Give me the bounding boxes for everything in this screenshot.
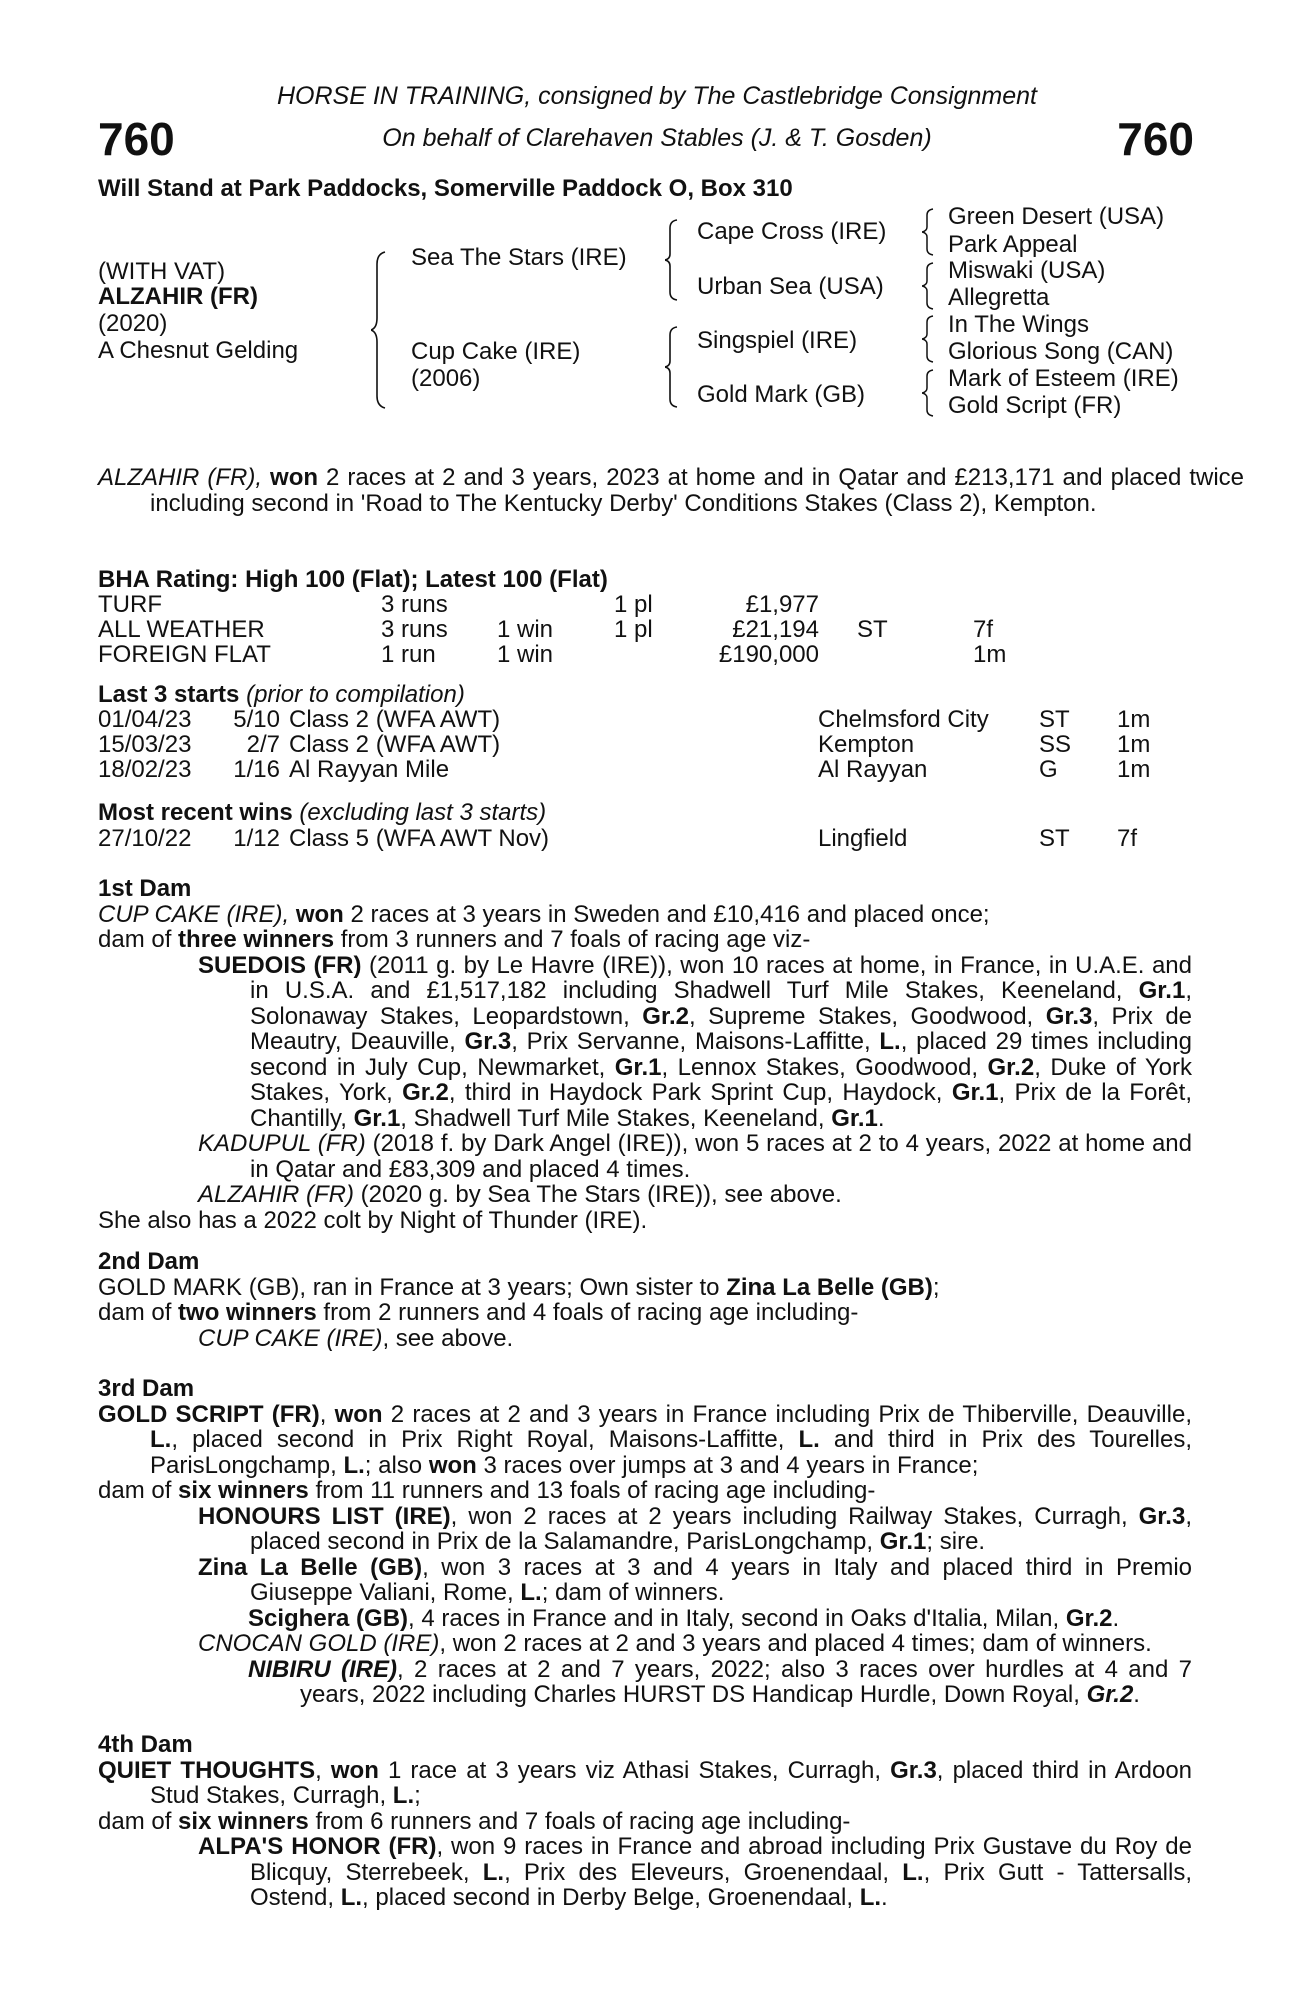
dam: Cup Cake (IRE): [411, 338, 581, 365]
date: 27/10/22: [98, 825, 192, 852]
sire-dam-dam: Allegretta: [948, 284, 1050, 311]
last-starts-note: (prior to compilation): [246, 681, 465, 708]
last-starts-title: Last 3 starts: [98, 681, 240, 708]
horse-year: (2020): [98, 310, 168, 337]
third-dam-produce-line: dam of six winners from 11 runners and 13 foals of racing age including-: [98, 1477, 876, 1504]
third-dam-title: 3rd Dam: [98, 1375, 195, 1402]
date: 15/03/23: [98, 731, 192, 758]
brace-ds: [922, 314, 936, 364]
lot-number-right: 760: [1117, 113, 1194, 165]
second-dam-line: GOLD MARK (GB), ran in France at 3 years; Own sister to Zina La Belle (GB);: [98, 1273, 940, 1301]
placed: 1 pl: [614, 616, 653, 643]
progeny-zina-la-belle: Zina La Belle (GB), won 3 races at 3 and 4 years in Italy and placed third in Premio Giuseppe Valiani, Rome, L.; dam of winners.: [198, 1553, 1192, 1606]
distance: 1m: [1117, 756, 1151, 783]
runs: 1 run: [381, 641, 436, 668]
produce-prefix: dam of: [98, 926, 179, 953]
recent-wins-title: Most recent wins: [98, 799, 293, 826]
summary-won: won: [270, 464, 319, 491]
second-dam-title: 2nd Dam: [98, 1248, 200, 1275]
progeny-alpas-honor: ALPA'S HONOR (FR), won 9 races in France and abroad including Prix Gustave du Roy de Blicquy, Sterrebeek, L., Prix des Eleveurs, Groenendaal, L., Prix Gutt - Tattersalls, Ostend, L., placed second in Derby Belge, Groenendaal, L..: [198, 1833, 1192, 1911]
dam-name: CUP CAKE (IRE),: [98, 900, 290, 928]
sire-dam-sire: Miswaki (USA): [948, 257, 1106, 284]
going: G: [1039, 756, 1058, 783]
sire-sire-sire: Green Desert (USA): [948, 203, 1165, 230]
progeny-cnocan-gold: CNOCAN GOLD (IRE), won 2 races at 2 and 3 years and placed 4 times; dam of winners.: [198, 1630, 1152, 1657]
distance: 1m: [973, 641, 1007, 668]
vat-note: (WITH VAT): [98, 258, 226, 285]
fourth-dam-line: QUIET THOUGHTS, won 1 race at 3 years viz Athasi Stakes, Curragh, Gr.3, placed third in Ardoon Stud Stakes, Curragh, L.;: [98, 1756, 1193, 1809]
first-dam-section: [98, 876, 1192, 1233]
lot-number-left: 760: [98, 113, 175, 165]
prize: £21,194: [732, 616, 819, 643]
consignment-line: HORSE IN TRAINING, consigned by The Castlebridge Consignment: [276, 82, 1038, 110]
progeny-name: KADUPUL (FR): [198, 1130, 366, 1157]
recent-wins-note: (excluding last 3 starts): [299, 799, 547, 826]
race: Class 5 (WFA AWT Nov): [289, 825, 550, 852]
brace-dam: [665, 325, 681, 409]
winner-count: three winners: [178, 926, 335, 953]
fourth-dam-title: 4th Dam: [98, 1731, 193, 1758]
first-dam-produce-line: [98, 927, 1192, 953]
dam-year: (2006): [411, 365, 481, 392]
third-dam-section: [98, 1376, 1192, 1708]
dam-dam-dam: Gold Script (FR): [948, 392, 1122, 419]
dam-dam: Gold Mark (GB): [697, 381, 866, 408]
runs: 3 runs: [381, 616, 448, 643]
progeny-suedois: SUEDOIS (FR) (2011 g. by Le Havre (IRE)), won 10 races at home, in France, in U.A.E. and in U.S.A. and £1,517,182 including Shadwell Turf Mile Stakes, Keeneland, Gr.1, Solonaway Stakes, Leopardstown, Gr.2, Supreme Stakes, Goodwood, Gr.3, Prix de Meautry, Deauville, Gr.3, Prix Servanne, Maisons-Laffitte, L., placed 29 times including second in July Cup, Newmarket, Gr.1, Lennox Stakes, Goodwood, Gr.2, Duke of York Stakes, York, Gr.2, third in Haydock Park Sprint Cup, Haydock, Gr.1, Prix de la Forêt, Chantilly, Gr.1, Shadwell Turf Mile Stakes, Keeneland, Gr.1.: [198, 951, 1193, 1132]
sire-dam: Urban Sea (USA): [697, 273, 884, 300]
prize: £190,000: [718, 641, 819, 668]
race-summary: [98, 465, 1244, 516]
fourth-dam-produce-line: dam of six winners from 6 runners and 7 foals of racing age including-: [98, 1807, 851, 1835]
fourth-dam-section: [98, 1732, 1192, 1911]
horse-name: ALZAHIR (FR): [98, 283, 258, 310]
horse-description: A Chesnut Gelding: [98, 337, 299, 364]
progeny-alzahir: ALZAHIR (FR) (2020 g. by Sea The Stars (IRE)), see above.: [198, 1181, 842, 1208]
progeny-name: ALZAHIR (FR): [198, 1181, 354, 1208]
first-dam-title: 1st Dam: [98, 875, 192, 902]
summary-horse-name: ALZAHIR (FR),: [98, 464, 263, 491]
won-label: won: [295, 900, 344, 928]
progeny-cup-cake: CUP CAKE (IRE), see above.: [198, 1324, 514, 1352]
race: Al Rayyan Mile: [289, 756, 450, 783]
prize: £1,977: [745, 591, 819, 618]
position: 1/16: [233, 756, 280, 783]
produce-suffix: from 3 runners and 7 foals of racing age viz-: [334, 926, 811, 953]
progeny-nibiru: NIBIRU (IRE), 2 races at 2 and 7 years, 2022; also 3 races over hurdles at 4 and 7 years, 2022 including Charles HURST DS Handicap Hurdle, Down Royal, Gr.2.: [248, 1655, 1193, 1708]
wins: 1 win: [497, 641, 554, 668]
recent-wins-heading: [98, 800, 546, 826]
going: ST: [1039, 706, 1070, 733]
distance: 1m: [1117, 706, 1151, 733]
wins: 1 win: [497, 616, 554, 643]
position: 2/7: [246, 731, 280, 758]
sire: Sea The Stars (IRE): [411, 244, 627, 271]
summary-text: 2 races at 2 and 3 years, 2023 at home and in Qatar and £213,171 and placed twice including second in 'Road to The Kentucky Derby' Conditions Stakes (Class 2), Kempton.: [150, 464, 1245, 517]
progeny-scighera: Scighera (GB), 4 races in France and in Italy, second in Oaks d'Italia, Milan, Gr.2.: [248, 1604, 1120, 1632]
distance: 7f: [973, 616, 994, 643]
last-starts-heading: [98, 682, 465, 708]
surface: FOREIGN FLAT: [98, 641, 271, 668]
going: ST: [857, 616, 888, 643]
dam-sire-sire: In The Wings: [948, 311, 1089, 338]
surface: ALL WEATHER: [98, 616, 265, 643]
second-dam-section: [98, 1249, 1192, 1351]
race: Class 2 (WFA AWT): [289, 731, 501, 758]
distance: 1m: [1117, 731, 1151, 758]
surface: TURF: [98, 591, 162, 618]
brace-main: [371, 250, 391, 410]
on-behalf-line: On behalf of Clarehaven Stables (J. & T. Gosden): [382, 124, 932, 152]
course: Chelmsford City: [818, 706, 989, 733]
brace-ss: [922, 207, 936, 257]
race: Class 2 (WFA AWT): [289, 706, 501, 733]
progeny-kadupul: KADUPUL (FR) (2018 f. by Dark Angel (IRE)), won 5 races at 2 to 4 years, 2022 at home and in Qatar and £83,309 and placed 4 times.: [198, 1130, 1193, 1183]
sire-sire-dam: Park Appeal: [948, 231, 1078, 258]
distance: 7f: [1117, 825, 1138, 852]
going: ST: [1039, 825, 1070, 852]
dam-record: 2 races at 3 years in Sweden and £10,416 and placed once;: [343, 900, 990, 928]
first-dam-tail: She also has a 2022 colt by Night of Thunder (IRE).: [98, 1206, 648, 1234]
going: SS: [1039, 731, 1072, 758]
dam-dam-sire: Mark of Esteem (IRE): [948, 365, 1179, 392]
sire-sire: Cape Cross (IRE): [697, 218, 887, 245]
progeny-honours-list: HONOURS LIST (IRE), won 2 races at 2 years including Railway Stakes, Curragh, Gr.3, placed second in Prix de la Salamandre, ParisLongchamp, Gr.1; sire.: [198, 1502, 1192, 1555]
placed: 1 pl: [614, 591, 653, 618]
progeny-name: SUEDOIS (FR): [198, 951, 362, 979]
brace-sire: [665, 218, 681, 302]
course: Lingfield: [818, 825, 908, 852]
course: Kempton: [818, 731, 915, 758]
dam-sire: Singspiel (IRE): [697, 327, 858, 354]
runs: 3 runs: [381, 591, 448, 618]
course: Al Rayyan: [818, 756, 928, 783]
first-dam-line: [98, 902, 1192, 928]
bha-rating: BHA Rating: High 100 (Flat); Latest 100 (Flat): [98, 566, 608, 593]
brace-dd: [922, 368, 936, 418]
third-dam-line: GOLD SCRIPT (FR), won 2 races at 2 and 3 years in France including Prix de Thiberville, Deauville, L., placed second in Prix Right Royal, Maisons-Laffitte, L. and third in Prix des Tourelles, ParisLongchamp, L.; also won 3 races over jumps at 3 and 4 years in France;: [98, 1400, 1192, 1479]
position: 5/10: [233, 706, 280, 733]
second-dam-produce-line: dam of two winners from 2 runners and 4 foals of racing age including-: [98, 1299, 859, 1326]
dam-sire-dam: Glorious Song (CAN): [948, 338, 1174, 365]
brace-sd: [922, 261, 936, 311]
date: 01/04/23: [98, 706, 192, 733]
date: 18/02/23: [98, 756, 192, 783]
stand-location: Will Stand at Park Paddocks, Somerville Paddock O, Box 310: [98, 175, 793, 202]
position: 1/12: [233, 825, 280, 852]
